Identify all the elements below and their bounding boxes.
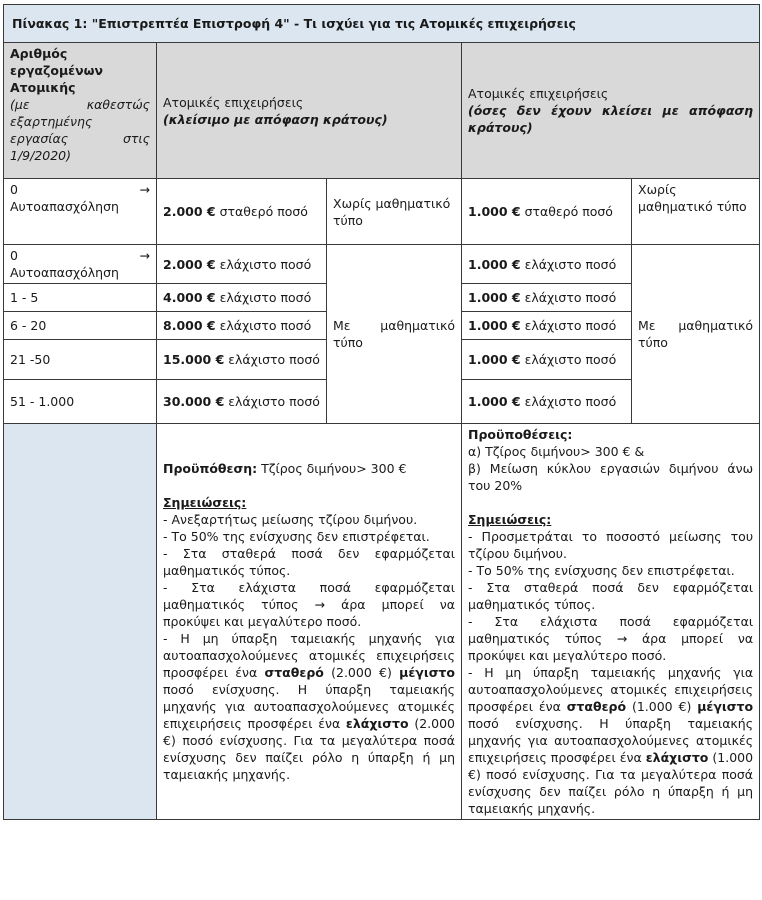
formula-cell-open: Με μαθηματικό τύπο <box>632 245 760 424</box>
amount-cell-closed <box>157 312 327 340</box>
note-item: - Το 50% της ενίσχυσης δεν επιστρέφεται. <box>468 563 735 578</box>
employees-cell: 51 - 1.000 <box>4 380 157 424</box>
note-item: - Το 50% της ενίσχυσης δεν επιστρέφεται. <box>163 529 430 544</box>
employees-cell <box>4 245 157 284</box>
amount-value: 1.000 € <box>468 318 521 333</box>
table-row <box>4 179 760 245</box>
header-open-line2: (όσες δεν έχουν κλείσει με απόφαση κράτους) <box>468 103 754 135</box>
arrow-right-icon: → <box>139 182 150 197</box>
conditions-label: Προϋποθέσεις: <box>468 427 573 442</box>
table-title: Πίνακας 1: "Επιστρεπτέα Επιστροφή 4" - Τι ισχύει για τις Ατομικές επιχειρήσεις <box>4 5 760 43</box>
notes-empty-cell <box>4 424 157 820</box>
amount-value: 2.000 € <box>163 204 216 219</box>
amount-cell-open <box>462 340 632 380</box>
table-row <box>4 245 760 284</box>
amount-cell-closed <box>157 380 327 424</box>
header-closed-line1: Ατομικές επιχειρήσεις <box>163 94 304 110</box>
header-open-line1: Ατομικές επιχειρήσεις <box>468 86 609 101</box>
condition-item: β) Μείωση κύκλου εργασιών διμήνου άνω του 20% <box>468 461 754 493</box>
header-closed-businesses <box>157 43 462 179</box>
amount-desc: ελάχιστο ποσό <box>520 290 617 305</box>
note-item: - Η μη ύπαρξη ταμειακής μηχανής για αυτοαπασχολούμενες ατομικές επιχειρήσεις προσφέρει ένα σταθερό (2.000 €) μέγιστο ποσό ενίσχυσης. Η ύπαρξη ταμειακής μηχανής για αυτοαπασχολούμενες ατομικές επιχειρήσεις προσφέρει ένα ελάχιστο (2.000 €) ποσό ενίσχυσης. Για τα μεγαλύτερα ποσά ενίσχυσης δεν παίζει ρόλο η ύπαρξη ή μη ταμειακής μηχανής. <box>163 631 455 782</box>
header-employees-label: Αριθμός εργαζομένων Ατομικής <box>10 46 104 95</box>
formula-cell-closed: Χωρίς μαθηματικό τύπο <box>327 179 462 245</box>
header-row <box>4 43 760 179</box>
note-item: - Ανεξαρτήτως μείωσης τζίρου διμήνου. <box>163 512 418 527</box>
amount-cell-open <box>462 179 632 245</box>
amount-cell-open <box>462 284 632 312</box>
amount-desc: ελάχιστο ποσό <box>520 318 617 333</box>
amount-desc: σταθερό ποσό <box>520 204 613 219</box>
amount-cell-closed <box>157 245 327 284</box>
amount-value: 1.000 € <box>468 290 521 305</box>
condition-label: Προϋπόθεση: <box>163 461 258 476</box>
notes-label: Σημειώσεις: <box>468 512 552 527</box>
arrow-right-icon: → <box>139 248 150 263</box>
employees-sub: Αυτοαπασχόληση <box>10 199 119 214</box>
employees-sub: Αυτοαπασχόληση <box>10 265 119 280</box>
amount-value: 2.000 € <box>163 256 216 272</box>
employees-cell: 1 - 5 <box>4 284 157 312</box>
amount-desc: ελάχιστο ποσό <box>520 256 617 272</box>
amount-value: 1.000 € <box>468 256 521 272</box>
header-open-businesses <box>462 43 760 179</box>
amount-value: 1.000 € <box>468 204 521 219</box>
amount-desc: ελάχιστο ποσό <box>520 352 617 367</box>
employees-cell <box>4 179 157 245</box>
notes-label: Σημειώσεις: <box>163 495 247 510</box>
note-item: - Στα ελάχιστα ποσά εφαρμόζεται μαθηματικός τύπος → άρα μπορεί να προκύψει και μεγαλύτερο ποσό. <box>468 614 754 663</box>
note-item: - Στα σταθερά ποσά δεν εφαρμόζεται μαθηματικός τύπος. <box>468 580 754 612</box>
header-employees-note: (με καθεστώς εξαρτημένης εργασίας στις 1/9/2020) <box>10 97 150 163</box>
subsidy-table <box>3 4 760 820</box>
notes-open <box>462 424 760 820</box>
amount-desc: ελάχιστο ποσό <box>215 256 312 272</box>
header-employees <box>4 43 157 179</box>
amount-cell-open <box>462 312 632 340</box>
amount-value: 1.000 € <box>468 352 521 367</box>
amount-desc: σταθερό ποσό <box>215 204 308 219</box>
amount-cell-closed <box>157 284 327 312</box>
employees-count: 0 <box>10 248 18 263</box>
formula-cell-open: Χωρίς μαθηματικό τύπο <box>632 179 760 245</box>
employees-cell: 6 - 20 <box>4 312 157 340</box>
notes-closed <box>157 424 462 820</box>
employees-count: 0 <box>10 182 18 197</box>
note-item: - Στα ελάχιστα ποσά εφαρμόζεται μαθηματικός τύπος → άρα μπορεί να προκύψει και μεγαλύτερο ποσό. <box>163 580 455 629</box>
formula-cell-closed: Με μαθηματικό τύπο <box>327 245 462 424</box>
amount-cell-open <box>462 245 632 284</box>
amount-cell-closed <box>157 340 327 380</box>
condition-text: Τζίρος διμήνου> 300 € <box>257 461 407 476</box>
amount-value: 1.000 € <box>468 394 521 409</box>
header-closed-line2: (κλείσιμο με απόφαση κράτους) <box>163 111 388 127</box>
employees-cell: 21 -50 <box>4 340 157 380</box>
title-row <box>4 5 760 43</box>
amount-value: 8.000 € <box>163 318 216 333</box>
amount-value: 4.000 € <box>163 290 216 305</box>
amount-desc: ελάχιστο ποσό <box>520 394 617 409</box>
amount-desc: ελάχιστο ποσό <box>224 394 320 409</box>
condition-item: α) Τζίρος διμήνου> 300 € & <box>468 444 645 459</box>
notes-row <box>4 424 760 820</box>
amount-cell-open <box>462 380 632 424</box>
amount-cell-closed <box>157 179 327 245</box>
note-item: - Στα σταθερά ποσά δεν εφαρμόζεται μαθηματικός τύπος. <box>163 546 455 578</box>
amount-desc: ελάχιστο ποσό <box>215 318 312 333</box>
note-item: - Προσμετράται το ποσοστό μείωσης του τζίρου διμήνου. <box>468 529 754 561</box>
amount-desc: ελάχιστο ποσό <box>224 352 320 367</box>
amount-value: 30.000 € <box>163 394 225 409</box>
amount-value: 15.000 € <box>163 352 225 367</box>
note-item: - Η μη ύπαρξη ταμειακής μηχανής για αυτοαπασχολούμενες ατομικές επιχειρήσεις προσφέρει ένα σταθερό (1.000 €) μέγιστο ποσό ενίσχυσης. Η ύπαρξη ταμειακής μηχανής για αυτοαπασχολούμενες ατομικές επιχειρήσεις προσφέρει ένα ελάχιστο (1.000 €) ποσό ενίσχυσης. Για τα μεγαλύτερα ποσά ενίσχυσης δεν παίζει ρόλο η ύπαρξη ή μη ταμειακής μηχανής. <box>468 665 754 816</box>
amount-desc: ελάχιστο ποσό <box>215 290 312 305</box>
